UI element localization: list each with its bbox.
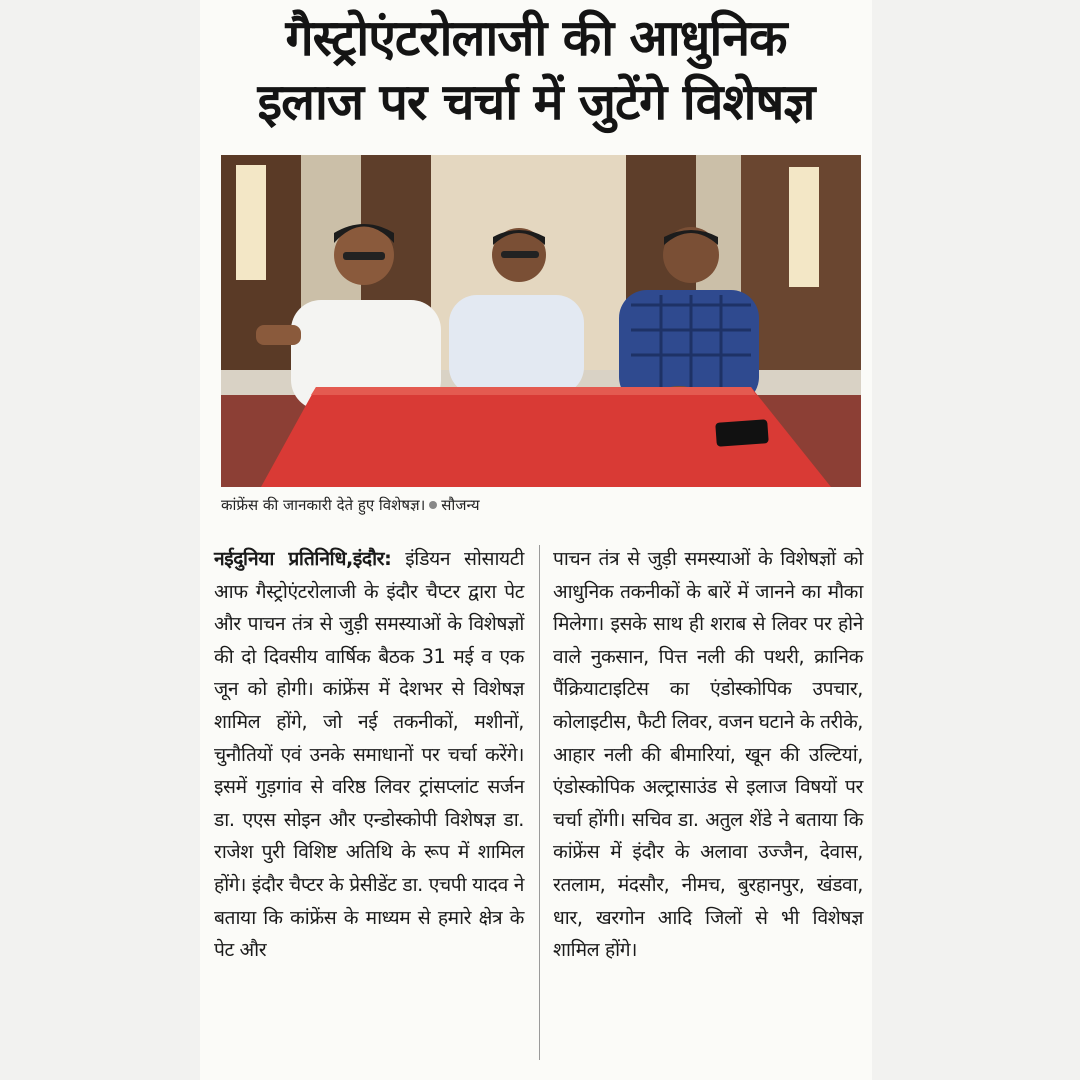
bullet-dot-icon xyxy=(429,501,437,509)
phone xyxy=(715,419,769,447)
headline xyxy=(200,6,872,134)
caption-credit: सौजन्य xyxy=(441,496,480,514)
body-text-left: इंडियन सोसायटी आफ गैस्ट्रोएंटरोलाजी के इंदौर चैप्टर द्वारा पेट और पाचन तंत्र से जुड़ी समस्याओं के विशेषज्ञों की दो दिवसीय वार्षिक बैठक 31 मई व एक जून को होगी। कांफ्रेंस में देशभर से विशेषज्ञ शामिल होंगे, जो नई तकनीकों, मशीनों, चुनौतियों एवं उनके समाधानों पर चर्चा करेंगे। इसमें गुड़गांव से वरिष्ठ लिवर ट्रांसप्लांट सर्जन डा. एएस सोइन और एन्डोस्कोपी विशेषज्ञ डा. राजेश पुरी विशिष्ट अतिथि के रूप में शामिल होंगे। इंदौर चैप्टर के प्रेसीडेंट डा. एचपी यादव ने बताया कि कांफ्रेंस के माध्यम से हमारे क्षेत्र के पेट और xyxy=(214,547,524,962)
column-divider xyxy=(539,545,540,1060)
news-photo xyxy=(221,155,861,487)
dateline: नईदुनिया प्रतिनिधि,इंदौर: xyxy=(214,547,392,570)
body-column-left xyxy=(214,543,524,967)
photo-caption xyxy=(221,495,861,515)
headline-line-2: इलाज पर चर्चा में जुटेंगे विशेषज्ञ xyxy=(257,73,815,131)
caption-text: कांफ्रेंस की जानकारी देते हुए विशेषज्ञ। xyxy=(221,496,426,514)
body-column-right xyxy=(553,543,863,967)
body-text-right: पाचन तंत्र से जुड़ी समस्याओं के विशेषज्ञों को आधुनिक तकनीकों के बारें में जानने का मौका मिलेगा। इसके साथ ही शराब से लिवर पर होने वाले नुकसान, पित्त नली की पथरी, क्रानिक पैंक्रियाटाइटिस का एंडोस्कोपिक उपचार, कोलाइटीस, फैटी लिवर, वजन घटाने के तरीके, आहार नली की बीमारियां, खून की उल्टियां, एंडोस्कोपिक अल्ट्रासाउंड से इलाज विषयों पर चर्चा होंगी। सचिव डा. अतुल शेंडे ने बताया कि कांफ्रेंस में इंदौर के अलावा उज्जैन, देवास, रतलाम, मंदसौर, नीमच, बुरहानपुर, खंडवा, धार, खरगोन आदि जिलों से भी विशेषज्ञ शामिल होंगे। xyxy=(553,547,863,962)
headline-line-1: गैस्ट्रोएंटरोलाजी की आधुनिक xyxy=(285,9,787,67)
